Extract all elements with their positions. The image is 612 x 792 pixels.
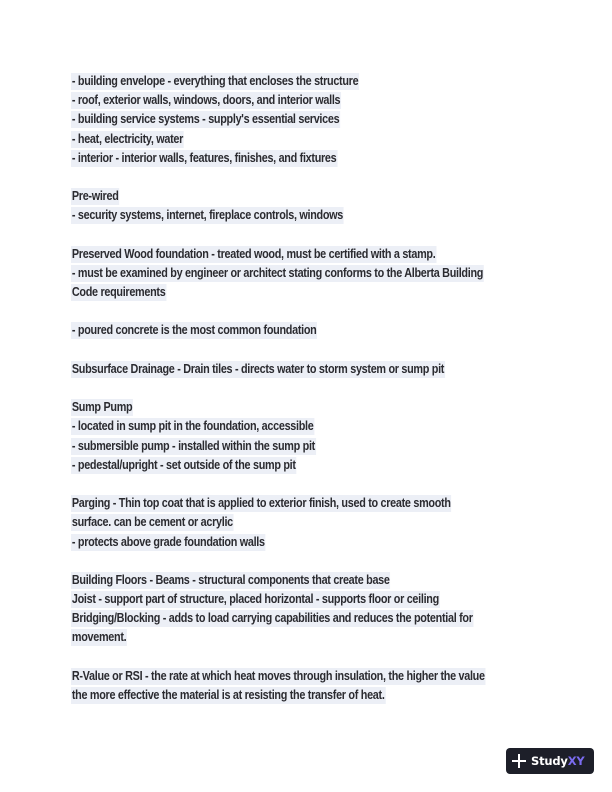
blank-line [71,648,551,667]
text-line [71,130,484,149]
text-line-content: Code requirements [71,285,166,300]
text-line [71,456,484,475]
text-line [71,628,484,647]
text-line-content: - heat, electricity, water [71,131,184,146]
text-line-content: Building Floors - Beams - structural components that create base [71,572,390,587]
text-line-content: - building envelope - everything that encloses the structure [71,74,359,88]
text-line [71,187,484,206]
text-line [71,590,484,609]
notes-body [71,72,551,705]
blank-line [71,379,551,398]
text-line [71,494,484,513]
blank-line [71,341,551,360]
text-line-content: - protects above grade foundation walls [71,534,265,549]
blank-line [71,552,551,571]
text-line [71,91,484,110]
text-line-content: - submersible pump - installed within the sump pit [71,438,315,453]
text-line [71,110,484,129]
text-line [71,149,484,168]
text-line [71,72,484,91]
text-line-content: - pedestal/upright - set outside of the sump pit [71,457,296,472]
plus-icon [512,754,526,768]
brand-name-accent: XY [567,754,585,768]
text-line [71,417,484,436]
text-line [71,609,484,628]
text-line-content: surface. can be cement or acrylic [71,515,233,530]
text-line-content: movement. [71,630,127,645]
blank-line [71,226,551,245]
studyxy-badge[interactable] [506,748,594,774]
text-line [71,398,484,417]
text-line-content: the more effective the material is at resisting the transfer of heat. [71,688,385,702]
text-line-content: Joist - support part of structure, placed horizontal - supports floor or ceiling [71,592,439,607]
text-line [71,513,484,532]
text-line-content: - interior - interior walls, features, finishes, and fixtures [71,150,337,165]
text-line [71,667,484,686]
text-line [71,571,484,590]
text-line-content: - security systems, internet, fireplace controls, windows [71,208,344,223]
text-line-content: - roof, exterior walls, windows, doors, and interior walls [71,93,341,108]
text-line [71,437,484,456]
brand-name [531,754,585,768]
text-line-content: Subsurface Drainage - Drain tiles - directs water to storm system or sump pit [71,361,445,376]
text-line [71,245,484,264]
brand-name-main: Study [531,754,568,768]
text-line [71,360,484,379]
text-line [71,321,484,340]
text-line [71,533,484,552]
text-line [71,283,484,302]
text-line-content: - located in sump pit in the foundation, accessible [71,419,314,434]
text-line-content: R-Value or RSI - the rate at which heat moves through insulation, the higher the value [71,668,485,683]
text-line-content: - must be examined by engineer or architect stating conforms to the Alberta Building [71,265,484,280]
text-line-content: Preserved Wood foundation - treated wood, must be certified with a stamp. [71,246,436,261]
text-line [71,686,484,705]
text-line-content: - poured concrete is the most common foundation [71,323,317,338]
blank-line [71,475,551,494]
text-line-content: Sump Pump [71,400,133,415]
text-line-content: - building service systems - supply's essential services [71,112,340,127]
text-line [71,206,484,225]
text-line-content: Parging - Thin top coat that is applied to exterior finish, used to create smooth [71,496,451,511]
blank-line [71,302,551,321]
text-line-content: Bridging/Blocking - adds to load carrying capabilities and reduces the potential for [71,611,473,626]
text-line [71,264,484,283]
blank-line [71,168,551,187]
text-line-content: Pre-wired [71,189,119,204]
